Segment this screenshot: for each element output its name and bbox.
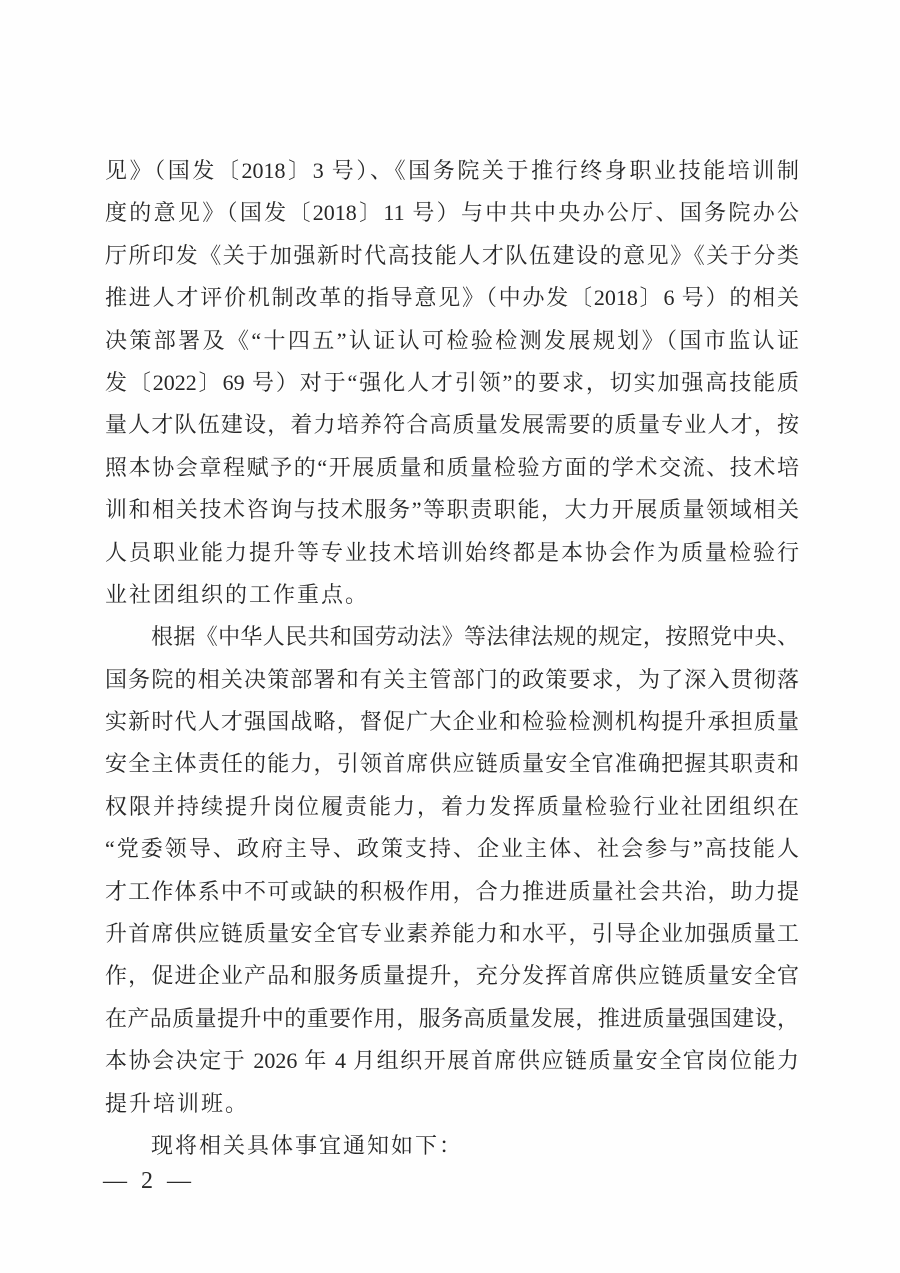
text-line: 权限并持续提升岗位履责能力，着力发挥质量检验行业社团组织在 bbox=[105, 793, 799, 819]
text-line: 业社团组织的工作重点。 bbox=[105, 581, 370, 607]
text-line: 人员职业能力提升等专业技术培训始终都是本协会作为质量检验行 bbox=[105, 539, 799, 565]
document-body bbox=[105, 150, 799, 1167]
text-line: 升首席供应链质量安全官专业素养能力和水平，引导企业加强质量工 bbox=[105, 921, 799, 947]
text-line: 度的意见》（国发〔2018〕11 号）与中共中央办公厅、国务院办公 bbox=[105, 200, 799, 226]
page-number: — 2 — bbox=[103, 1168, 195, 1194]
text-line: 发〔2022〕69 号）对于“强化人才引领”的要求，切实加强高技能质 bbox=[105, 369, 799, 395]
text-line: 作，促进企业产品和服务质量提升，充分发挥首席供应链质量安全官 bbox=[105, 963, 799, 989]
text-line: 提升培训班。 bbox=[105, 1090, 250, 1116]
text-line: 在产品质量提升中的重要作用，服务高质量发展，推进质量强国建设， bbox=[105, 1005, 799, 1031]
text-line: 现将相关具体事宜通知如下： bbox=[151, 1132, 464, 1158]
text-line: 量人才队伍建设，着力培养符合高质量发展需要的质量专业人才，按 bbox=[105, 412, 799, 438]
text-line: 安全主体责任的能力，引领首席供应链质量安全官准确把握其职责和 bbox=[105, 751, 799, 777]
text-line: 国务院的相关决策部署和有关主管部门的政策要求，为了深入贯彻落 bbox=[105, 666, 799, 692]
text-line: 推进人才评价机制改革的指导意见》（中办发〔2018〕6 号）的相关 bbox=[105, 285, 799, 311]
text-line: 决策部署及《“十四五”认证认可检验检测发展规划》（国市监认证 bbox=[105, 327, 799, 353]
text-line: 见》（国发〔2018〕3 号）、《国务院关于推行终身职业技能培训制 bbox=[105, 158, 799, 183]
text-line: 实新时代人才强国战略，督促广大企业和检验检测机构提升承担质量 bbox=[105, 709, 799, 735]
text-line: 训和相关技术咨询与技术服务”等职责职能，大力开展质量领域相关 bbox=[105, 497, 799, 523]
text-line: 根据《中华人民共和国劳动法》等法律法规的规定，按照党中央、 bbox=[151, 624, 799, 650]
text-line: 才工作体系中不可或缺的积极作用，合力推进质量社会共治，助力提 bbox=[105, 878, 799, 904]
text-line: 厅所印发《关于加强新时代高技能人才队伍建设的意见》《关于分类 bbox=[105, 242, 799, 268]
text-line: 照本协会章程赋予的“开展质量和质量检验方面的学术交流、技术培 bbox=[105, 454, 799, 480]
text-line: “党委领导、政府主导、政策支持、企业主体、社会参与”高技能人 bbox=[105, 836, 799, 862]
text-line: 本协会决定于 2026 年 4 月组织开展首席供应链质量安全官岗位能力 bbox=[105, 1048, 799, 1074]
